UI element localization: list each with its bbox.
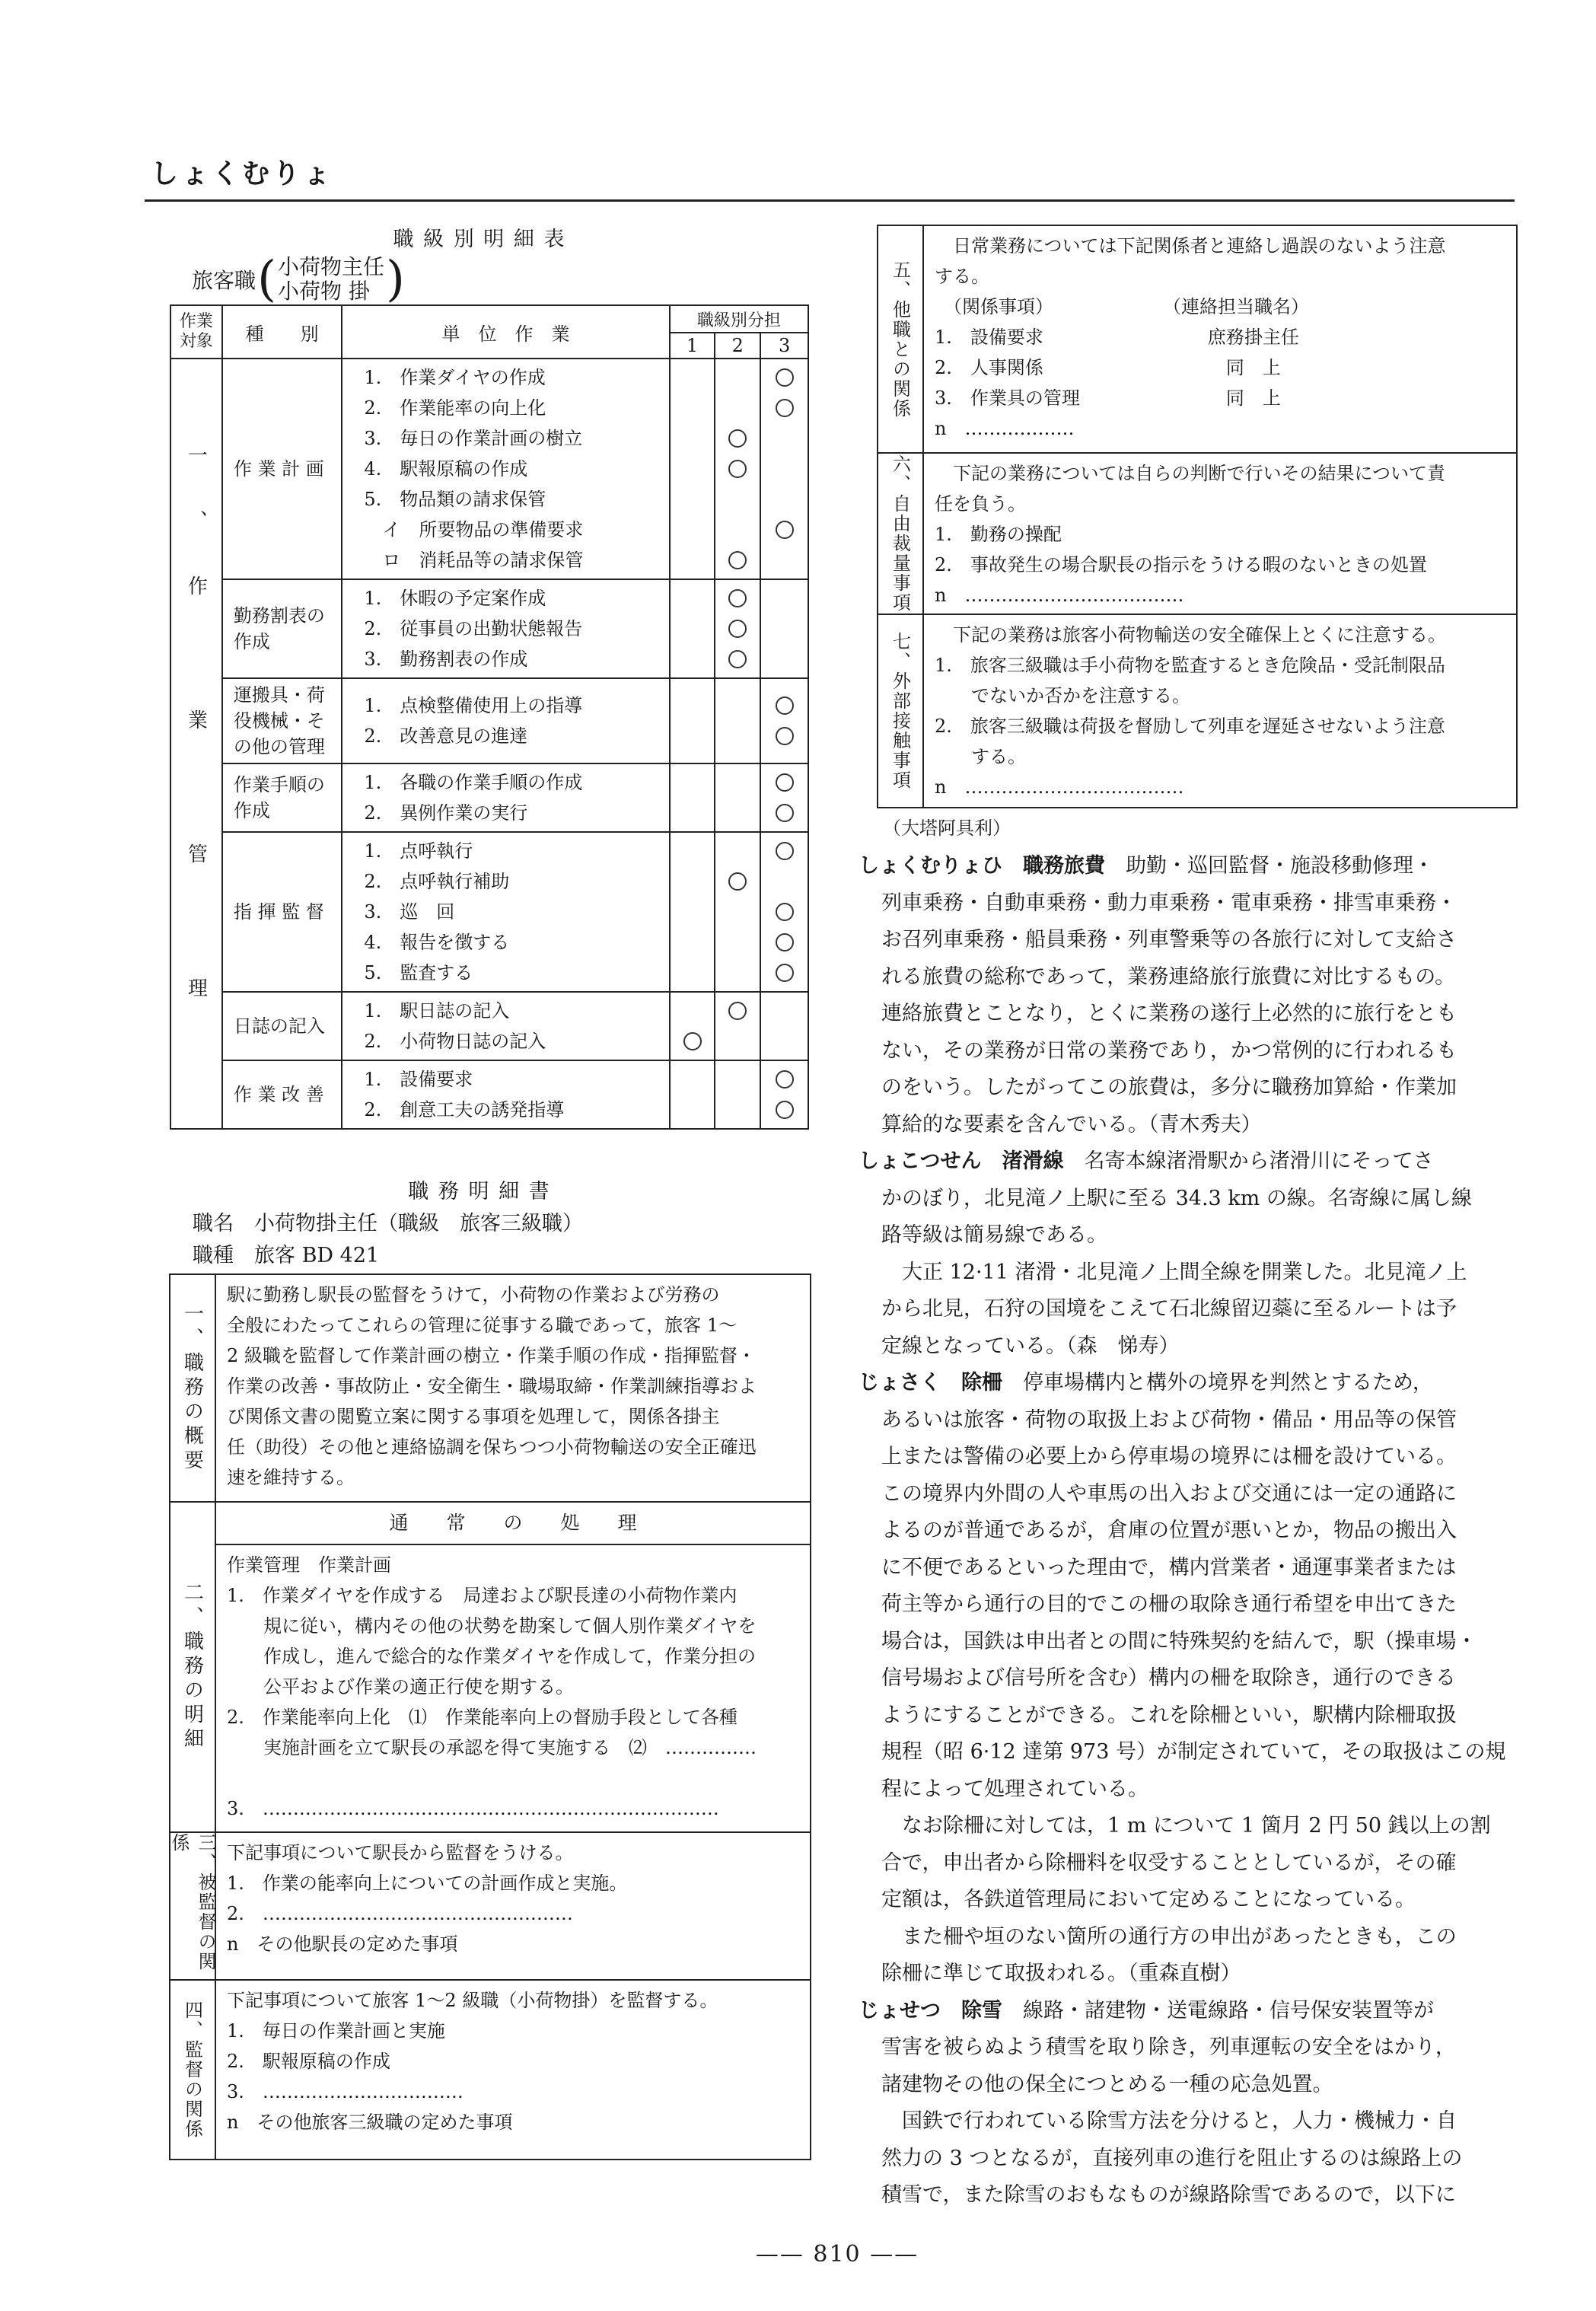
- entry-text: 場合は，国鉄は申出者との間に特殊契約を結んで，駅（操車場・: [881, 1629, 1477, 1653]
- unit-item: 5. 監査する: [364, 962, 473, 983]
- section-discretion-label: 六、自由裁量事項: [889, 454, 911, 613]
- circle-mark-icon: [776, 368, 794, 387]
- dictionary-entry: [859, 848, 1521, 1143]
- section-other-staff-body: [924, 226, 1516, 452]
- text-line: 2. ……………………………………………: [227, 1903, 573, 1924]
- circle-mark-icon: [728, 620, 747, 638]
- section-supervised-body: [216, 1833, 810, 1979]
- right-paren: ): [386, 251, 405, 308]
- entry-line: [859, 922, 1521, 959]
- text-line: 作成し，進んで総合的な作業ダイヤを作成して，作業分担の: [227, 1646, 757, 1667]
- entry-text: 国鉄で行われている除雪方法を分けると，人力・機械力・自: [881, 2109, 1457, 2133]
- table-title: 職 級 別 明 細 表: [393, 228, 566, 251]
- circle-mark-icon: [728, 551, 747, 569]
- grade-row: [170, 1060, 808, 1129]
- entry-line: [859, 1476, 1521, 1513]
- section-external-body: [924, 615, 1516, 807]
- entry-text: 停車場構内と構外の境界を判然とするため，: [1002, 1371, 1433, 1395]
- entry-line: [859, 1845, 1521, 1882]
- entry-line: [859, 1402, 1521, 1439]
- text-line: 1. 旅客三級職は手小荷物を監査するとき危険品・受託制限品: [935, 655, 1445, 676]
- text-line: 2. 人事関係 同 上: [935, 357, 1281, 378]
- section-other-staff-label: 五、他職との関係: [889, 260, 911, 419]
- duty-type: 職種 旅客 BD 421: [193, 1244, 380, 1267]
- text-line: 1. 毎日の作業計画と実施: [227, 2020, 445, 2042]
- entry-line: [859, 1919, 1521, 1956]
- text-line: 下記の業務は旅客小荷物輸送の安全確保上とくに注意する。: [935, 624, 1446, 645]
- entry-text: ようにすることができる。これを除柵といい，駅構内除柵取扱: [881, 1703, 1457, 1727]
- subtitle-prefix: 旅客職: [192, 268, 256, 293]
- text-line: でないか否かを注意する。: [935, 685, 1190, 706]
- level-2-cell: [715, 992, 760, 1060]
- kind-cell: 日誌の記入: [222, 992, 342, 1060]
- entry-text: お召列車乗務・船員乗務・列車警乗等の各旅行に対して支給さ: [881, 928, 1457, 951]
- text-line: 実施計画を立て駅長の承認を得て実施する ⑵ ……………: [227, 1737, 757, 1758]
- unit-item: 3. 勤務割表の作成: [364, 649, 528, 670]
- text-line: 下記の業務については自らの判断で行いその結果について責: [935, 463, 1446, 484]
- entry-text: 線路・諸建物・送電線路・信号保安装置等が: [1002, 1998, 1434, 2023]
- entry-line: [859, 1439, 1521, 1476]
- col-unit: 単 位 作 業: [342, 305, 669, 359]
- col-level-1: 1: [670, 333, 715, 359]
- entry-text: 算給的な要素を含んでいる。（青木秀夫）: [881, 1112, 1262, 1136]
- entry-text: 連絡旅費とことなり，とくに業務の遂行上必然的に旅行をとも: [881, 1002, 1457, 1025]
- entry-text: 除柵に準じて取扱われる。（重森直樹）: [881, 1962, 1241, 1985]
- unit-item: 1. 各職の作業手順の作成: [364, 772, 583, 793]
- level-2-cell: [715, 763, 760, 832]
- circle-mark-icon: [776, 1070, 794, 1089]
- unit-item: 1. 設備要求: [364, 1069, 473, 1090]
- credit-author: （大塔阿具利）: [883, 818, 1011, 839]
- grade-row: [170, 579, 808, 678]
- kind-cell: 作 業 改 善: [222, 1060, 342, 1129]
- duty-name: 職名 小荷物掛主任（職級 旅客三級職）: [193, 1212, 583, 1235]
- entry-line: [859, 1697, 1521, 1735]
- circle-mark-icon: [776, 804, 794, 822]
- circle-mark-icon: [728, 872, 747, 891]
- grade-row: [170, 992, 808, 1060]
- page-number: —— 810 ——: [755, 2241, 919, 2268]
- section-supervising: [170, 1981, 810, 2159]
- level-2-cell: [715, 359, 760, 579]
- circle-mark-icon: [776, 1101, 794, 1119]
- entry-line: [859, 1143, 1521, 1181]
- level-3-cell: [760, 763, 808, 832]
- text-line: 全般にわたってこれらの管理に従事する職であって，旅客 1～: [227, 1315, 737, 1336]
- section-outline-body: [216, 1275, 810, 1501]
- section-outline-label: 一、職務の概要: [180, 1302, 204, 1474]
- entry-text: ない，その業務が日常の業務であり，かつ常例的に行われるも: [881, 1038, 1457, 1063]
- text-line: n ………………………………: [935, 585, 1184, 606]
- circle-mark-icon: [776, 842, 794, 860]
- level-1-cell: [670, 678, 715, 763]
- entry-text: なお除柵に対しては，1 m について 1 箇月 2 円 50 銭以上の割: [881, 1814, 1491, 1838]
- text-line: 3. …………………………………………………………………: [227, 1798, 719, 1819]
- entry-text: 規程（昭 6·12 達第 973 号）が制定されていて，その取扱はこの規: [881, 1740, 1506, 1764]
- section-other-staff: [878, 226, 1516, 454]
- entry-headword: しょこつせん 渚滑線: [859, 1149, 1064, 1173]
- unit-cell: [342, 763, 669, 832]
- unit-cell: [342, 832, 669, 992]
- unit-item: イ 所要物品の準備要求: [364, 519, 584, 540]
- text-line: 2. 事故発生の場合駅長の指示をうける暇のないときの処置: [935, 554, 1427, 575]
- section-outline: [170, 1275, 810, 1503]
- section-detail-head: 通 常 の 処 理: [216, 1503, 810, 1545]
- entry-line: [859, 1181, 1521, 1218]
- unit-item: 1. 作業ダイヤの作成: [364, 367, 546, 388]
- dictionary-entries: [859, 848, 1521, 2214]
- level-1-cell: [670, 579, 715, 678]
- entry-line: [859, 848, 1521, 885]
- circle-mark-icon: [683, 1032, 702, 1050]
- unit-cell: [342, 992, 669, 1060]
- section-detail: [170, 1503, 810, 1833]
- entry-text: 大正 12·11 渚滑・北見滝ノ上間全線を開業した。北見滝ノ上: [881, 1260, 1467, 1284]
- entry-line: [859, 996, 1521, 1033]
- entry-text: に不便であるといった理由で，構内営業者・通運事業者または: [881, 1555, 1457, 1579]
- col-level-2: 2: [715, 333, 760, 359]
- entry-line: [859, 1254, 1521, 1292]
- unit-item: 2. 従事員の出勤状態報告: [364, 618, 583, 639]
- text-line: 3. ……………………………: [227, 2081, 464, 2102]
- entry-text: 合で，申出者から除柵料を収受することとしているが，その確: [881, 1850, 1457, 1875]
- section-detail-body: [216, 1545, 810, 1831]
- dictionary-entry: [859, 1143, 1521, 1365]
- level-1-cell: [670, 832, 715, 992]
- text-line: 規に従い，構内その他の状勢を勘案して個人別作業ダイヤを: [227, 1615, 757, 1637]
- entry-text: また柵や垣のない箇所の通行方の申出があったときも，この: [881, 1924, 1457, 1949]
- target-cell: [170, 359, 222, 1129]
- level-3-cell: [760, 579, 808, 678]
- text-line: [227, 1763, 799, 1793]
- unit-item: 1. 点検整備使用上の指導: [364, 695, 583, 716]
- entry-line: [859, 2029, 1521, 2067]
- unit-cell: [342, 678, 669, 763]
- entry-line: [859, 1328, 1521, 1366]
- duty-title: 職 務 明 細 書: [408, 1180, 551, 1203]
- text-line: 2. 駅報原稿の作成: [227, 2051, 390, 2072]
- entry-line: [859, 1624, 1521, 1661]
- entry-text: れる旅費の総称であって，業務連絡旅行旅費に対比するもの。: [881, 964, 1456, 989]
- entry-text: 定額は，各鉄道管理局において定めることになっている。: [881, 1888, 1416, 1911]
- text-line: 下記事項について旅客 1～2 級職（小荷物掛）を監督する。: [227, 1990, 718, 2011]
- entry-line: [859, 1513, 1521, 1550]
- col-level: 職級別分担: [670, 305, 808, 333]
- section-supervised-label: 三、被監督の関係: [168, 1833, 216, 1972]
- unit-item: 1. 点呼執行: [364, 840, 473, 862]
- kind-cell: 運搬具・荷役機械・その他の管理: [222, 678, 342, 763]
- target-label: 一、作 業 管 理: [184, 445, 208, 1043]
- unit-item: 4. 報告を徴する: [364, 932, 510, 953]
- entry-headword: じょせつ 除雪: [859, 1998, 1002, 2023]
- unit-item: 2. 作業能率の向上化: [364, 397, 546, 419]
- circle-mark-icon: [776, 773, 794, 792]
- entry-text: 雪害を被らぬよう積雪を取り除き，列車運転の安全をはかり，: [881, 2035, 1456, 2059]
- text-line: 日常業務については下記関係者と連絡し過誤のないよう注意: [935, 235, 1446, 257]
- subtitle-paren-2: 小荷物 掛: [277, 279, 370, 304]
- entry-line: [859, 1734, 1521, 1771]
- circle-mark-icon: [728, 460, 747, 478]
- circle-mark-icon: [728, 429, 747, 448]
- level-2-cell: [715, 579, 760, 678]
- text-line: n ………………………………: [935, 776, 1184, 798]
- entry-line: [859, 2140, 1521, 2178]
- entry-text: よるのが普通であるが，倉庫の位置が悪いとか，物品の搬出入: [881, 1519, 1457, 1542]
- unit-item: 5. 物品類の請求保管: [364, 489, 546, 510]
- level-2-cell: [715, 1060, 760, 1129]
- circle-mark-icon: [776, 964, 794, 982]
- entry-headword: じょさく 除柵: [859, 1371, 1002, 1395]
- section-discretion: [878, 454, 1516, 615]
- level-3-cell: [760, 992, 808, 1060]
- col-target: 作業対象: [170, 305, 222, 359]
- level-1-cell: [670, 992, 715, 1060]
- subtitle-paren: [278, 255, 384, 304]
- relations-box: [877, 225, 1518, 808]
- entry-line: [859, 1365, 1521, 1402]
- level-3-cell: [760, 832, 808, 992]
- grade-row: [170, 763, 808, 832]
- entry-text: 路等級は簡易線である。: [881, 1223, 1107, 1247]
- kind-cell: 指 揮 監 督: [222, 832, 342, 992]
- grade-table: [170, 304, 809, 1130]
- entry-line: [859, 1660, 1521, 1697]
- section-external-label: 七、外部接触事項: [889, 632, 911, 790]
- level-2-cell: [715, 832, 760, 992]
- entry-line: [859, 1771, 1521, 1809]
- dictionary-entry: [859, 1993, 1521, 2214]
- entry-line: [859, 1217, 1521, 1254]
- table-subtitle: [192, 251, 405, 308]
- header-rule: [145, 199, 1515, 202]
- text-line: 1. 勤務の操配: [935, 524, 1062, 545]
- entry-text: のをいう。したがってこの旅費は，多分に職務加算給・作業加: [881, 1076, 1457, 1099]
- unit-item: 3. 毎日の作業計画の樹立: [364, 428, 583, 449]
- circle-mark-icon: [728, 589, 747, 607]
- text-line: n その他旅客三級職の定めた事項: [227, 2112, 513, 2133]
- unit-item: 2. 異例作業の実行: [364, 802, 528, 824]
- text-line: 1. 作業ダイヤを作成する 局達および駅長達の小荷物作業内: [227, 1585, 737, 1606]
- grade-row: [170, 359, 808, 579]
- entry-text: かのぼり，北見滝ノ上駅に至る 34.3 km の線。名寄線に属し線: [881, 1186, 1472, 1210]
- text-line: 1. 作業の能率向上についての計画作成と実施。: [227, 1873, 628, 1894]
- circle-mark-icon: [728, 1002, 747, 1020]
- unit-item: 4. 駅報原稿の作成: [364, 458, 528, 480]
- grade-row: [170, 678, 808, 763]
- circle-mark-icon: [728, 650, 747, 668]
- kind-cell: 勤務割表の作成: [222, 579, 342, 678]
- circle-mark-icon: [776, 727, 794, 745]
- level-3-cell: [760, 1060, 808, 1129]
- text-line: する。: [935, 266, 989, 287]
- text-line: 速を維持する。: [227, 1467, 355, 1488]
- text-line: 公平および作業の適正行使を期する。: [227, 1676, 574, 1697]
- subtitle-paren-1: 小荷物主任: [277, 254, 384, 279]
- text-line: 駅に勤務し駅長の監督をうけて，小荷物の作業および労務の: [227, 1284, 720, 1305]
- entry-headword: しょくむりょひ 職務旅費: [859, 854, 1105, 878]
- text-line: （関係事項） （連絡担当職名）: [935, 296, 1309, 317]
- unit-cell: [342, 359, 669, 579]
- col-level-3: 3: [760, 333, 808, 359]
- running-header: しょくむりょ: [151, 158, 334, 190]
- grade-row: [170, 832, 808, 992]
- kind-cell: 作 業 計 画: [222, 359, 342, 579]
- circle-mark-icon: [776, 399, 794, 417]
- entry-text: 列車乗務・自動車乗務・動力車乗務・電車乗務・排雪車乗務・: [881, 891, 1457, 915]
- entry-line: [859, 1993, 1521, 2030]
- entry-line: [859, 1956, 1521, 1993]
- text-line: 下記事項について駅長から監督をうける。: [227, 1842, 574, 1863]
- entry-line: [859, 2177, 1521, 2214]
- entry-line: [859, 885, 1521, 923]
- entry-text: 名寄本線渚滑駅から渚滑川にそってさ: [1063, 1149, 1434, 1173]
- unit-item: ロ 消耗品等の請求保管: [364, 550, 584, 571]
- entry-text: この境界内外間の人や車馬の出入および交通には一定の通路に: [881, 1481, 1457, 1506]
- section-external: [878, 615, 1516, 807]
- entry-text: 助勤・巡回監督・施設移動修理・: [1105, 854, 1434, 878]
- text-line: 2. 作業能率向上化 ⑴ 作業能率向上の督励手段として各種: [227, 1707, 737, 1728]
- entry-text: 信号場および信号所を含む）構内の柵を取除き，通行のできる: [881, 1666, 1456, 1690]
- grade-table-body: [170, 359, 808, 1129]
- col-kind: 種 別: [222, 305, 342, 359]
- text-line: 2. 旅客三級職は荷扱を督励して列車を遅延させないよう注意: [935, 716, 1445, 737]
- entry-text: 積雪で，また除雪のおもなものが線路除雪であるので，以下に: [881, 2183, 1456, 2207]
- text-line: 作業の改善・事故防止・安全衛生・職場取締・作業訓練指導およ: [227, 1375, 757, 1397]
- entry-line: [859, 1550, 1521, 1587]
- entry-line: [859, 1291, 1521, 1328]
- text-line: 3. 作業具の管理 同 上: [935, 387, 1281, 409]
- level-1-cell: [670, 1060, 715, 1129]
- circle-mark-icon: [776, 903, 794, 921]
- entry-text: 程によって処理されている。: [881, 1777, 1148, 1801]
- entry-line: [859, 1882, 1521, 1919]
- unit-item: 1. 休暇の予定案作成: [364, 588, 546, 609]
- dictionary-entry: [859, 1365, 1521, 1993]
- text-line: 作業管理 作業計画: [227, 1554, 391, 1576]
- circle-mark-icon: [776, 696, 794, 715]
- text-line: 任（助役）その他と連絡協調を保ちつつ小荷物輸送の安全正確迅: [227, 1436, 757, 1458]
- text-line: び関係文書の閲覧立案に関する事項を処理して，関係各掛主: [227, 1406, 720, 1427]
- kind-cell: 作業手順の作成: [222, 763, 342, 832]
- entry-text: 諸建物その他の保全につとめる一種の応急処置。: [881, 2072, 1333, 2096]
- text-line: n その他駅長の定めた事項: [227, 1933, 458, 1955]
- unit-item: 2. 小荷物日誌の記入: [364, 1031, 546, 1052]
- text-line: 2 級職を監督して作業計画の樹立・作業手順の作成・指揮監督・: [227, 1345, 756, 1366]
- entry-line: [859, 2067, 1521, 2104]
- level-2-cell: [715, 678, 760, 763]
- section-detail-label: 二、職務の明細: [180, 1582, 204, 1752]
- circle-mark-icon: [776, 521, 794, 539]
- entry-line: [859, 1069, 1521, 1107]
- entry-text: から北見，石狩の国境をこえて石北線留辺蘂に至るルートは予: [881, 1297, 1457, 1321]
- unit-item: 2. 創意工夫の誘発指導: [364, 1099, 565, 1120]
- entry-line: [859, 1586, 1521, 1624]
- text-line: 1. 設備要求 庶務掛主任: [935, 327, 1299, 348]
- entry-line: [859, 1033, 1521, 1070]
- level-1-cell: [670, 763, 715, 832]
- text-line: する。: [935, 746, 1026, 767]
- text-line: n ………………: [935, 418, 1075, 439]
- level-3-cell: [760, 359, 808, 579]
- entry-text: あるいは旅客・荷物の取扱上および荷物・備品・用品等の保管: [881, 1407, 1457, 1432]
- entry-text: 然力の 3 つとなるが，直接列車の進行を阻止するのは線路上の: [881, 2146, 1463, 2170]
- unit-item: 1. 駅日誌の記入: [364, 1000, 510, 1022]
- left-paren: (: [257, 251, 276, 308]
- section-supervising-label: 四、監督の関係: [181, 2000, 203, 2139]
- section-supervising-body: [216, 1981, 810, 2159]
- entry-line: [859, 1107, 1521, 1144]
- level-1-cell: [670, 359, 715, 579]
- circle-mark-icon: [776, 933, 794, 951]
- section-supervised: [170, 1833, 810, 1981]
- section-discretion-body: [924, 454, 1516, 614]
- level-3-cell: [760, 678, 808, 763]
- entry-text: 荷主等から通行の目的でこの柵の取除き通行希望を申出てきた: [881, 1592, 1457, 1616]
- entry-text: 定線となっている。（森 悌寿）: [881, 1334, 1180, 1358]
- duty-detail-box: [169, 1273, 811, 2160]
- text-line: 任を負う。: [935, 493, 1026, 515]
- unit-cell: [342, 579, 669, 678]
- unit-item: 2. 改善意見の進達: [364, 725, 528, 747]
- unit-item: 3. 巡 回: [364, 901, 455, 923]
- unit-item: 2. 点呼執行補助: [364, 871, 510, 892]
- entry-line: [859, 2103, 1521, 2140]
- entry-text: 上または警備の必要上から停車場の境界には柵を設けている。: [881, 1445, 1457, 1468]
- unit-cell: [342, 1060, 669, 1129]
- entry-line: [859, 959, 1521, 996]
- entry-line: [859, 1808, 1521, 1845]
